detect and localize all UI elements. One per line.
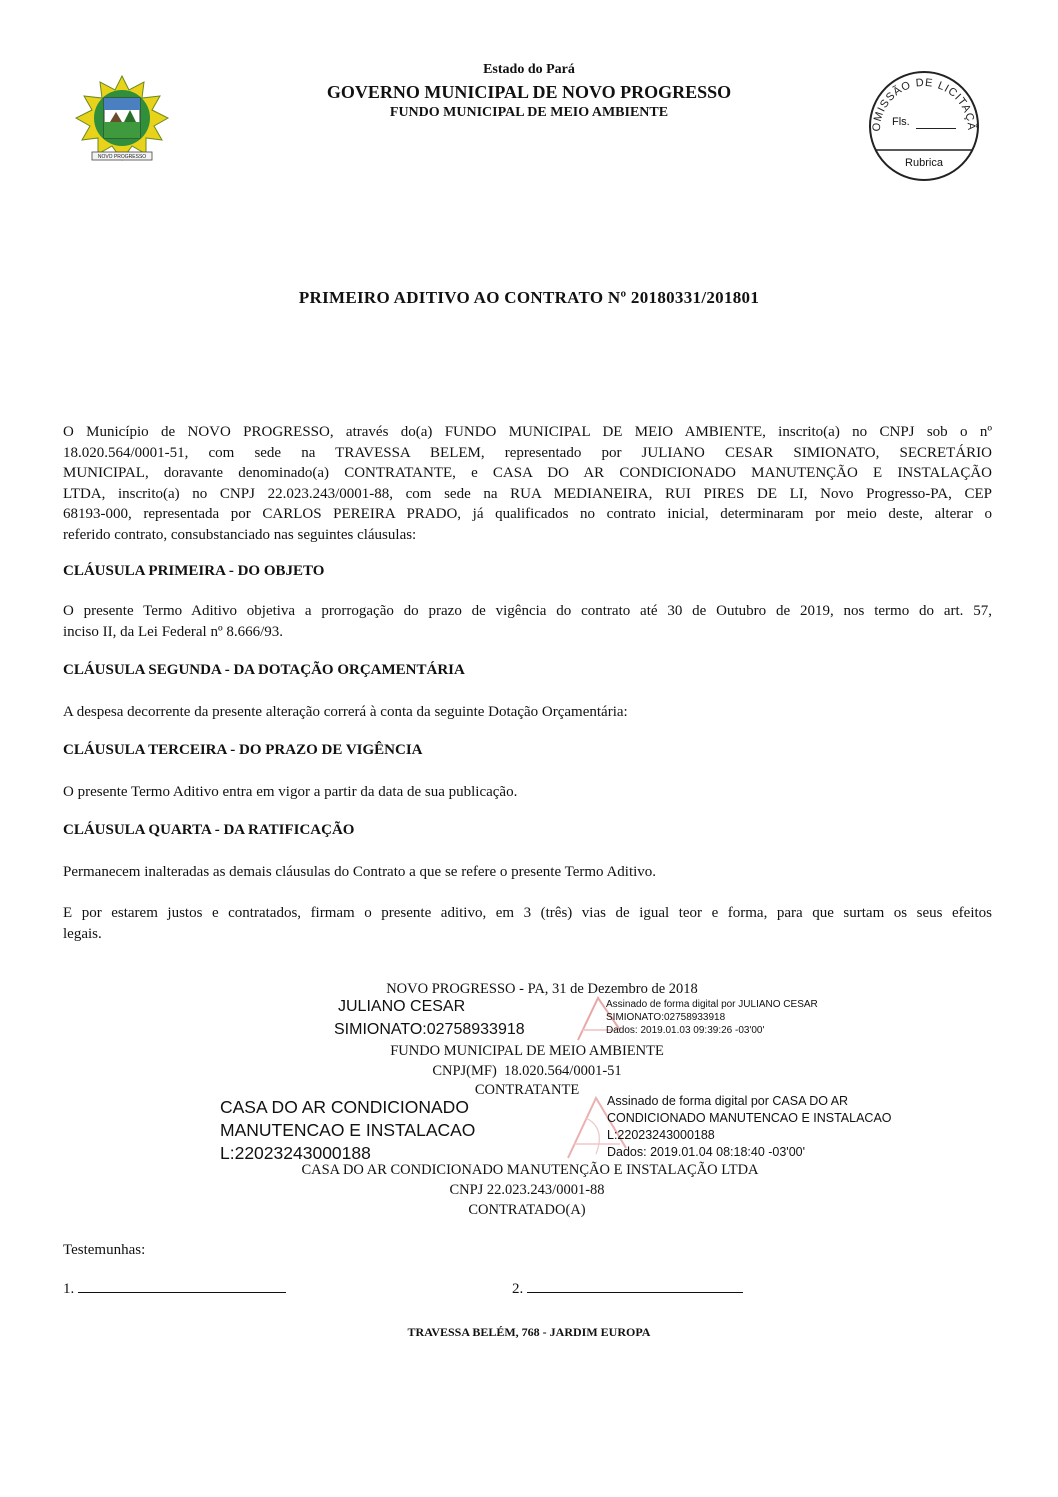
- signature-2-name-line: L:22023243000188: [220, 1143, 371, 1163]
- stamp-rubrica-label: Rubrica: [905, 157, 943, 169]
- witness-2-line: [527, 1292, 743, 1293]
- intro-line: 18.020.564/0001-51, com sede na TRAVESSA BELEM, representado por JULIANO CESAR SIMIONATO, SECRETÁRIO: [63, 444, 992, 461]
- signature-1-name-line: SIMIONATO:02758933918: [334, 1021, 525, 1038]
- licitacao-stamp: [866, 68, 982, 184]
- signature-2-name: [220, 1096, 475, 1165]
- signature-1-role: CONTRATANTE: [474, 1082, 580, 1098]
- witness-2-number: 2.: [512, 1281, 524, 1297]
- document-title: PRIMEIRO ADITIVO AO CONTRATO Nº 20180331/201801: [298, 288, 760, 307]
- closing-line: E por estarem justos e contratados, firmam o presente aditivo, em 3 (três) vias de igual teor e forma, para que surtam os seus efeitos: [63, 905, 992, 921]
- signature-1-note-line: SIMIONATO:02758933918: [606, 1012, 726, 1023]
- svg-text:COMISSÃO DE LICITAÇÃO: [866, 68, 978, 132]
- signature-2-note-line: CONDICIONADO MANUTENCAO E INSTALACAO: [607, 1111, 892, 1125]
- clause-4-heading: CLÁUSULA QUARTA - DA RATIFICAÇÃO: [63, 822, 355, 838]
- intro-line: MUNICIPAL, doravante denominado(a) CONTRATANTE, e CASA DO AR CONDICIONADO MANUTENÇÃO E INSTALAÇÃO: [63, 465, 992, 481]
- signature-1-entity: FUNDO MUNICIPAL DE MEIO AMBIENTE: [390, 1043, 664, 1059]
- footer-address: TRAVESSA BELÉM, 768 - JARDIM EUROPA: [407, 1325, 651, 1339]
- witness-1-line: [78, 1292, 286, 1293]
- signature-1-note-line: Assinado de forma digital por JULIANO CESAR: [606, 999, 818, 1010]
- clause-2-heading: CLÁUSULA SEGUNDA - DA DOTAÇÃO ORÇAMENTÁRIA: [63, 662, 465, 678]
- signature-2-note-line: Dados: 2019.01.04 08:18:40 -03'00': [607, 1145, 805, 1159]
- clause-line: O presente Termo Aditivo objetiva a prorrogação do prazo de vigência do contrato até 30 de Outubro de 2019, nos termo do art. 57,: [63, 603, 992, 619]
- witness-1: [63, 1281, 286, 1298]
- signature-1-cnpj: CNPJ(MF) 18.020.564/0001-51: [432, 1063, 622, 1079]
- header-government: GOVERNO MUNICIPAL DE NOVO PROGRESSO: [326, 82, 732, 102]
- intro-line: LTDA, inscrito(a) no CNPJ 22.023.243/0001-88, com sede na RUA MEDIANEIRA, RUI PIRES DE LI, Novo Progresso-PA, CEP: [63, 485, 992, 502]
- intro-line: referido contrato, consubstanciado nas seguintes cláusulas:: [63, 526, 417, 543]
- header-state: Estado do Pará: [483, 62, 575, 77]
- stamp-fls-label: Fls.: [892, 116, 910, 128]
- header-fund: FUNDO MUNICIPAL DE MEIO AMBIENTE: [389, 105, 669, 120]
- clause-1-heading: CLÁUSULA PRIMEIRA - DO OBJETO: [63, 563, 325, 579]
- intro-line: 68193-000, representada por CARLOS PEREIRA PRADO, já qualificados no contrato inicial, determinaram por meio deste, alterar o: [63, 506, 992, 522]
- signature-2-name-line: MANUTENCAO E INSTALACAO: [220, 1120, 476, 1140]
- place-date: NOVO PROGRESSO - PA, 31 de Dezembro de 2018: [386, 981, 698, 997]
- signature-2-name-line: CASA DO AR CONDICIONADO: [220, 1097, 469, 1117]
- signature-2-role: CONTRATADO(A): [468, 1202, 586, 1218]
- signature-2-note: [607, 1093, 892, 1161]
- closing-line: legais.: [63, 925, 102, 942]
- witness-2: [512, 1281, 743, 1298]
- witnesses-label: Testemunhas:: [63, 1242, 146, 1258]
- clause-3-heading: CLÁUSULA TERCEIRA - DO PRAZO DE VIGÊNCIA: [63, 742, 423, 758]
- logo-banner-text: NOVO PROGRESSO: [97, 154, 147, 160]
- clause-2-text: A despesa decorrente da presente alteração correrá à conta da seguinte Dotação Orçamentária:: [63, 704, 628, 720]
- clause-3-text: O presente Termo Aditivo entra em vigor a partir da data de sua publicação.: [63, 784, 518, 800]
- witness-1-number: 1.: [63, 1281, 75, 1297]
- signature-1-note-line: Dados: 2019.01.03 09:39:26 -03'00': [606, 1025, 765, 1036]
- intro-line: O Município de NOVO PROGRESSO, através do(a) FUNDO MUNICIPAL DE MEIO AMBIENTE, inscrito(a) no CNPJ sob o nº: [63, 424, 992, 440]
- signature-2-entity: CASA DO AR CONDICIONADO MANUTENÇÃO E INSTALAÇÃO LTDA: [301, 1162, 759, 1178]
- signature-1-note: [606, 998, 818, 1037]
- clause-4-text: Permanecem inalteradas as demais cláusulas do Contrato a que se refere o presente Termo Aditivo.: [63, 864, 657, 880]
- signature-2-note-line: Assinado de forma digital por CASA DO AR: [607, 1094, 849, 1108]
- signature-2-note-line: L:22023243000188: [607, 1128, 715, 1142]
- signature-2-cnpj: CNPJ 22.023.243/0001-88: [449, 1182, 605, 1198]
- intro-paragraph: [63, 422, 992, 545]
- clause-1-text: [63, 601, 992, 642]
- stamp-fls-line: [916, 128, 956, 129]
- signature-1-name-line: JULIANO CESAR: [338, 998, 466, 1015]
- stamp-arc-text: OMISSÃO DE LICITAÇÃ: [870, 76, 978, 132]
- closing-paragraph: [63, 903, 992, 944]
- clause-line: inciso II, da Lei Federal nº 8.666/93.: [63, 623, 284, 640]
